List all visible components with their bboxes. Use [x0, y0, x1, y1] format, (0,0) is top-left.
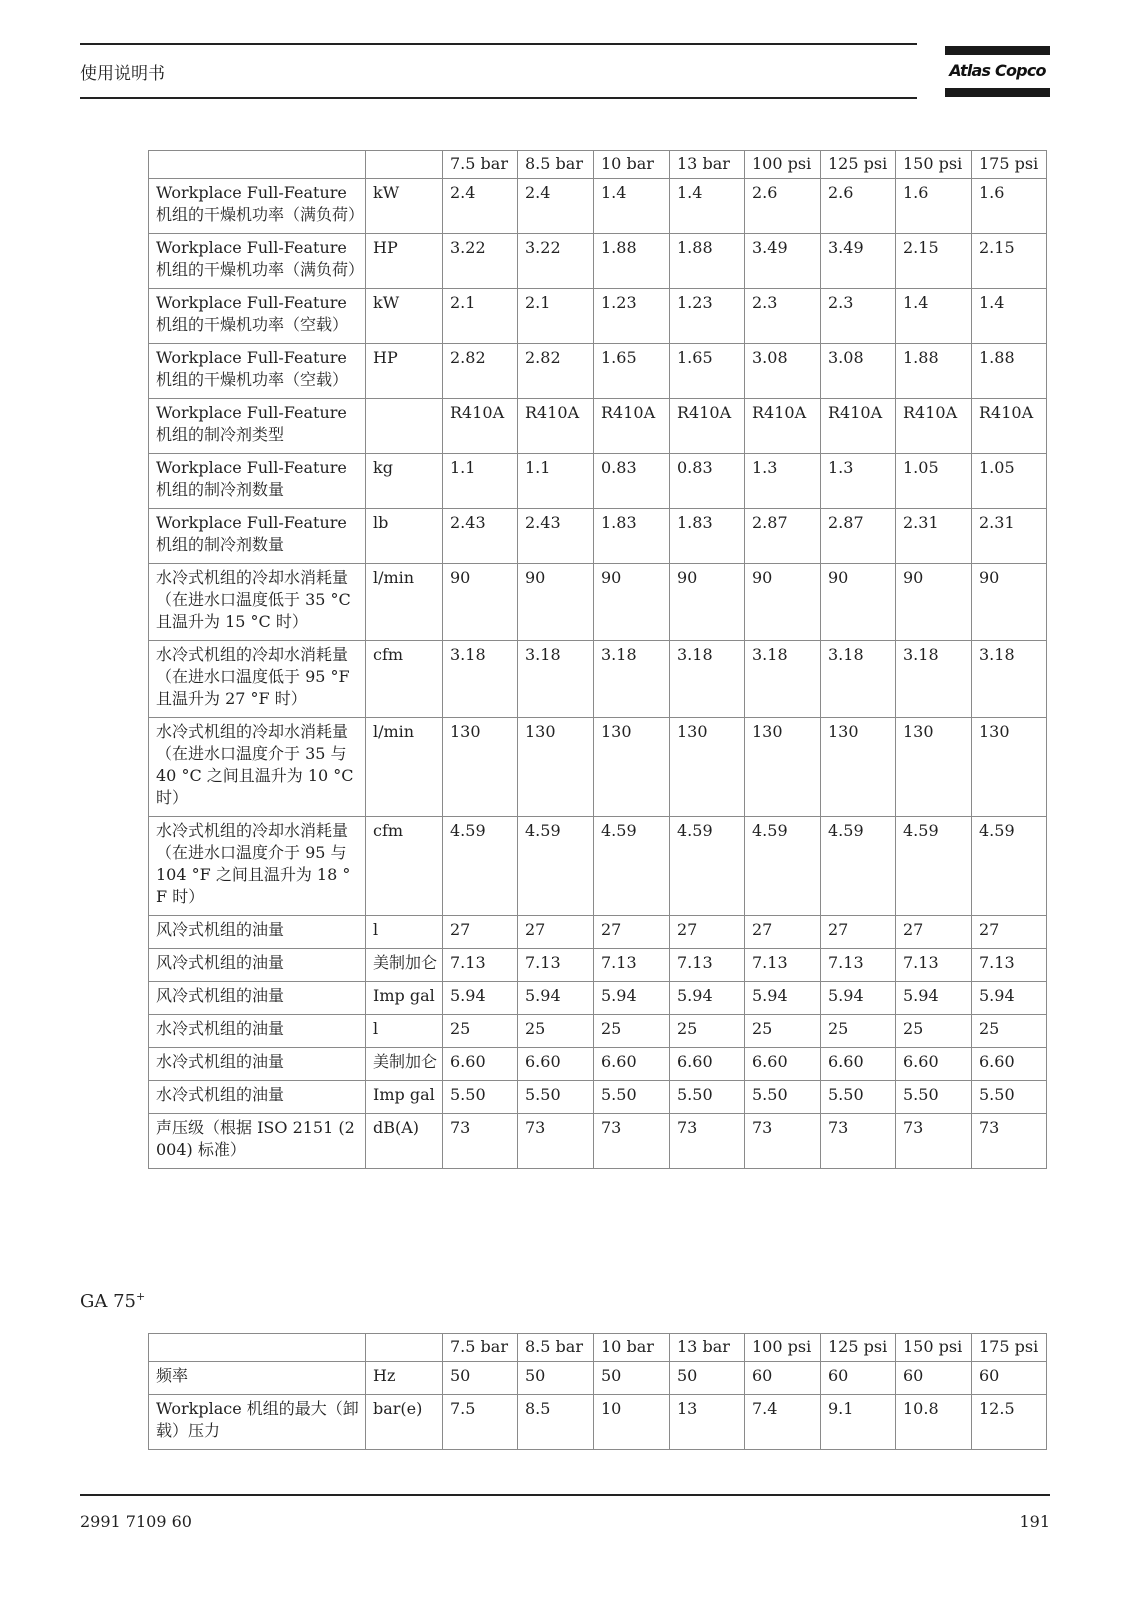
row-value: 10 — [594, 1395, 670, 1450]
header-label-cell — [149, 151, 366, 179]
column-header: 100 psi — [745, 1334, 821, 1362]
row-unit — [366, 399, 443, 454]
row-value: 130 — [670, 718, 745, 817]
row-value: 1.4 — [972, 289, 1047, 344]
row-value: 27 — [443, 916, 518, 949]
row-value: 1.83 — [594, 509, 670, 564]
row-value: 25 — [972, 1015, 1047, 1048]
table-row — [149, 916, 1047, 949]
row-value: 90 — [518, 564, 594, 641]
row-value: 12.5 — [972, 1395, 1047, 1450]
row-label: 水冷式机组的冷却水消耗量（在进水口温度介于 35 与 40 °C 之间且温升为 10 °C 时） — [149, 718, 366, 817]
row-value: 5.50 — [896, 1081, 972, 1114]
row-value: 1.4 — [670, 179, 745, 234]
row-unit: kW — [366, 289, 443, 344]
row-value: 3.18 — [594, 641, 670, 718]
row-value: 1.4 — [896, 289, 972, 344]
row-value: 3.18 — [821, 641, 896, 718]
row-value: R410A — [670, 399, 745, 454]
row-value: 25 — [896, 1015, 972, 1048]
row-value: 4.59 — [670, 817, 745, 916]
row-value: 90 — [896, 564, 972, 641]
row-value: 2.82 — [518, 344, 594, 399]
row-value: 1.6 — [896, 179, 972, 234]
row-value: 27 — [518, 916, 594, 949]
table-row — [149, 344, 1047, 399]
row-value: 5.94 — [594, 982, 670, 1015]
row-value: 27 — [594, 916, 670, 949]
row-value: 1.65 — [670, 344, 745, 399]
row-label: Workplace Full-Feature 机组的制冷剂数量 — [149, 509, 366, 564]
row-value: 27 — [670, 916, 745, 949]
row-value: 130 — [821, 718, 896, 817]
row-label: Workplace Full-Feature 机组的制冷剂类型 — [149, 399, 366, 454]
row-value: 2.43 — [518, 509, 594, 564]
spec-table-1 — [148, 150, 1047, 1169]
row-value: 1.88 — [896, 344, 972, 399]
footer-rule — [80, 1494, 1050, 1496]
row-value: 7.13 — [518, 949, 594, 982]
row-value: R410A — [594, 399, 670, 454]
row-value: 60 — [896, 1362, 972, 1395]
row-value: 73 — [518, 1114, 594, 1169]
row-value: 6.60 — [896, 1048, 972, 1081]
row-value: 6.60 — [670, 1048, 745, 1081]
column-header: 7.5 bar — [443, 1334, 518, 1362]
column-header: 13 bar — [670, 1334, 745, 1362]
row-value: 130 — [896, 718, 972, 817]
row-value: 6.60 — [518, 1048, 594, 1081]
row-value: R410A — [821, 399, 896, 454]
table-row — [149, 718, 1047, 817]
row-value: 73 — [443, 1114, 518, 1169]
table-row — [149, 179, 1047, 234]
row-value: 73 — [745, 1114, 821, 1169]
row-unit: bar(e) — [366, 1395, 443, 1450]
row-unit: Imp gal — [366, 1081, 443, 1114]
row-value: 1.3 — [821, 454, 896, 509]
column-header: 175 psi — [972, 151, 1047, 179]
row-value: 2.4 — [443, 179, 518, 234]
table-row — [149, 982, 1047, 1015]
row-value: 4.59 — [443, 817, 518, 916]
row-value: 1.4 — [594, 179, 670, 234]
table-row — [149, 1048, 1047, 1081]
row-unit: 美制加仑 — [366, 1048, 443, 1081]
column-header: 125 psi — [821, 151, 896, 179]
row-unit: 美制加仑 — [366, 949, 443, 982]
row-value: 6.60 — [443, 1048, 518, 1081]
column-header: 8.5 bar — [518, 1334, 594, 1362]
row-value: 130 — [518, 718, 594, 817]
row-value: 4.59 — [594, 817, 670, 916]
row-label: Workplace Full-Feature 机组的干燥机功率（空载） — [149, 344, 366, 399]
row-value: 25 — [821, 1015, 896, 1048]
row-value: 3.18 — [518, 641, 594, 718]
row-value: 6.60 — [745, 1048, 821, 1081]
row-value: 27 — [896, 916, 972, 949]
row-value: 73 — [972, 1114, 1047, 1169]
row-value: 5.94 — [443, 982, 518, 1015]
section-title — [80, 1290, 145, 1312]
table-row — [149, 289, 1047, 344]
table-row — [149, 399, 1047, 454]
row-value: 7.13 — [443, 949, 518, 982]
row-value: 9.1 — [821, 1395, 896, 1450]
row-value: 60 — [745, 1362, 821, 1395]
row-value: 2.6 — [821, 179, 896, 234]
row-value: 50 — [518, 1362, 594, 1395]
row-value: 90 — [972, 564, 1047, 641]
row-value: 1.23 — [594, 289, 670, 344]
row-value: 3.08 — [745, 344, 821, 399]
row-value: 6.60 — [594, 1048, 670, 1081]
row-label: 水冷式机组的冷却水消耗量（在进水口温度介于 95 与 104 °F 之间且温升为 18 °F 时） — [149, 817, 366, 916]
row-label: Workplace Full-Feature 机组的干燥机功率（空载） — [149, 289, 366, 344]
row-value: 4.59 — [896, 817, 972, 916]
header-unit-cell — [366, 151, 443, 179]
row-unit: Hz — [366, 1362, 443, 1395]
row-value: 1.88 — [594, 234, 670, 289]
row-value: 1.83 — [670, 509, 745, 564]
row-label: 水冷式机组的冷却水消耗量（在进水口温度低于 35 °C 且温升为 15 °C 时） — [149, 564, 366, 641]
table-row — [149, 1015, 1047, 1048]
row-value: 90 — [443, 564, 518, 641]
row-value: 5.50 — [972, 1081, 1047, 1114]
row-value: 2.31 — [896, 509, 972, 564]
row-label: Workplace Full-Feature 机组的干燥机功率（满负荷） — [149, 179, 366, 234]
row-label: 频率 — [149, 1362, 366, 1395]
row-value: 5.94 — [821, 982, 896, 1015]
section-title-sup: + — [136, 1290, 146, 1303]
row-label: Workplace 机组的最大（卸载）压力 — [149, 1395, 366, 1450]
row-value: 1.1 — [443, 454, 518, 509]
row-value: 60 — [821, 1362, 896, 1395]
row-unit: l/min — [366, 718, 443, 817]
row-value: 2.43 — [443, 509, 518, 564]
column-header: 175 psi — [972, 1334, 1047, 1362]
row-value: 5.94 — [896, 982, 972, 1015]
column-header: 125 psi — [821, 1334, 896, 1362]
row-value: 10.8 — [896, 1395, 972, 1450]
header-rule-top — [80, 43, 917, 45]
row-value: 5.50 — [821, 1081, 896, 1114]
logo-bar-top — [945, 46, 1050, 55]
row-value: 7.13 — [670, 949, 745, 982]
row-value: 5.50 — [594, 1081, 670, 1114]
row-label: 风冷式机组的油量 — [149, 982, 366, 1015]
logo-text: Atlas Copco — [949, 61, 1046, 80]
column-header: 10 bar — [594, 151, 670, 179]
row-label: Workplace Full-Feature 机组的制冷剂数量 — [149, 454, 366, 509]
row-value: 60 — [972, 1362, 1047, 1395]
table-row — [149, 1081, 1047, 1114]
row-value: 6.60 — [972, 1048, 1047, 1081]
row-value: 5.50 — [443, 1081, 518, 1114]
atlas-copco-logo — [945, 46, 1050, 100]
row-value: 7.13 — [896, 949, 972, 982]
row-value: 2.87 — [821, 509, 896, 564]
row-label: 水冷式机组的冷却水消耗量（在进水口温度低于 95 °F 且温升为 27 °F 时） — [149, 641, 366, 718]
row-label: 声压级（根据 ISO 2151 (2004) 标准） — [149, 1114, 366, 1169]
row-value: 1.88 — [972, 344, 1047, 399]
row-value: 73 — [670, 1114, 745, 1169]
row-value: 2.4 — [518, 179, 594, 234]
row-value: 3.18 — [896, 641, 972, 718]
column-header: 150 psi — [896, 151, 972, 179]
row-value: 3.18 — [443, 641, 518, 718]
row-value: 1.23 — [670, 289, 745, 344]
row-value: 2.6 — [745, 179, 821, 234]
row-value: 4.59 — [821, 817, 896, 916]
row-value: 7.13 — [821, 949, 896, 982]
row-label: 风冷式机组的油量 — [149, 949, 366, 982]
row-value: 25 — [670, 1015, 745, 1048]
column-header: 150 psi — [896, 1334, 972, 1362]
row-value: 1.3 — [745, 454, 821, 509]
row-value: 5.50 — [745, 1081, 821, 1114]
row-value: 1.6 — [972, 179, 1047, 234]
row-value: 2.1 — [443, 289, 518, 344]
column-header: 100 psi — [745, 151, 821, 179]
row-unit: cfm — [366, 641, 443, 718]
page-number: 191 — [1019, 1512, 1050, 1531]
table-row — [149, 1114, 1047, 1169]
row-value: 7.13 — [594, 949, 670, 982]
row-value: 130 — [443, 718, 518, 817]
row-value: 3.49 — [821, 234, 896, 289]
row-value: 3.18 — [745, 641, 821, 718]
row-value: 6.60 — [821, 1048, 896, 1081]
row-value: R410A — [745, 399, 821, 454]
column-header: 13 bar — [670, 151, 745, 179]
row-value: 5.94 — [518, 982, 594, 1015]
row-unit: l — [366, 1015, 443, 1048]
table-row — [149, 509, 1047, 564]
row-unit: cfm — [366, 817, 443, 916]
row-value: 5.50 — [670, 1081, 745, 1114]
table-row — [149, 817, 1047, 916]
column-header: 7.5 bar — [443, 151, 518, 179]
table-row — [149, 454, 1047, 509]
row-value: R410A — [972, 399, 1047, 454]
table-row — [149, 641, 1047, 718]
row-value: 50 — [443, 1362, 518, 1395]
row-value: 7.13 — [972, 949, 1047, 982]
row-unit: kW — [366, 179, 443, 234]
row-value: 1.05 — [896, 454, 972, 509]
row-value: 13 — [670, 1395, 745, 1450]
row-unit: kg — [366, 454, 443, 509]
row-value: 2.3 — [821, 289, 896, 344]
row-value: 27 — [821, 916, 896, 949]
table-header-row — [149, 1334, 1047, 1362]
row-value: 73 — [821, 1114, 896, 1169]
row-label: 水冷式机组的油量 — [149, 1048, 366, 1081]
header-unit-cell — [366, 1334, 443, 1362]
row-value: 73 — [896, 1114, 972, 1169]
row-value: 25 — [443, 1015, 518, 1048]
table-row — [149, 564, 1047, 641]
row-value: 27 — [745, 916, 821, 949]
row-value: 7.13 — [745, 949, 821, 982]
row-label: Workplace Full-Feature 机组的干燥机功率（满负荷） — [149, 234, 366, 289]
row-value: 90 — [821, 564, 896, 641]
row-value: 3.49 — [745, 234, 821, 289]
row-value: 7.5 — [443, 1395, 518, 1450]
row-value: 25 — [745, 1015, 821, 1048]
column-header: 8.5 bar — [518, 151, 594, 179]
row-value: 4.59 — [518, 817, 594, 916]
row-value: 90 — [670, 564, 745, 641]
row-value: 8.5 — [518, 1395, 594, 1450]
row-value: 2.15 — [896, 234, 972, 289]
table-row — [149, 949, 1047, 982]
row-value: 27 — [972, 916, 1047, 949]
row-value: 90 — [594, 564, 670, 641]
row-value: 0.83 — [670, 454, 745, 509]
row-label: 水冷式机组的油量 — [149, 1015, 366, 1048]
document-number: 2991 7109 60 — [80, 1512, 192, 1531]
row-value: 2.15 — [972, 234, 1047, 289]
row-value: 130 — [972, 718, 1047, 817]
row-unit: Imp gal — [366, 982, 443, 1015]
row-value: 50 — [670, 1362, 745, 1395]
header-rule-bottom — [80, 97, 917, 99]
header-label-cell — [149, 1334, 366, 1362]
logo-bar-bottom — [945, 88, 1050, 97]
document-title: 使用说明书 — [80, 64, 165, 84]
spec-table-2 — [148, 1333, 1047, 1450]
row-value: R410A — [518, 399, 594, 454]
row-value: R410A — [896, 399, 972, 454]
row-value: 5.94 — [745, 982, 821, 1015]
row-value: 130 — [594, 718, 670, 817]
row-value: 1.88 — [670, 234, 745, 289]
row-value: 2.3 — [745, 289, 821, 344]
row-value: 3.22 — [518, 234, 594, 289]
row-unit: HP — [366, 234, 443, 289]
row-value: 1.05 — [972, 454, 1047, 509]
row-value: 130 — [745, 718, 821, 817]
row-value: 4.59 — [972, 817, 1047, 916]
row-value: 90 — [745, 564, 821, 641]
row-value: R410A — [443, 399, 518, 454]
row-value: 2.1 — [518, 289, 594, 344]
row-value: 2.87 — [745, 509, 821, 564]
row-value: 25 — [518, 1015, 594, 1048]
section-title-text: GA 75 — [80, 1291, 137, 1312]
row-value: 4.59 — [745, 817, 821, 916]
row-value: 2.31 — [972, 509, 1047, 564]
row-label: 风冷式机组的油量 — [149, 916, 366, 949]
row-value: 73 — [594, 1114, 670, 1169]
table-row — [149, 1395, 1047, 1450]
row-value: 3.22 — [443, 234, 518, 289]
row-label: 水冷式机组的油量 — [149, 1081, 366, 1114]
row-unit: l/min — [366, 564, 443, 641]
row-value: 1.65 — [594, 344, 670, 399]
row-value: 5.94 — [670, 982, 745, 1015]
row-value: 2.82 — [443, 344, 518, 399]
table-row — [149, 1362, 1047, 1395]
row-value: 1.1 — [518, 454, 594, 509]
row-value: 0.83 — [594, 454, 670, 509]
table-row — [149, 234, 1047, 289]
row-value: 5.50 — [518, 1081, 594, 1114]
table-header-row — [149, 151, 1047, 179]
row-unit: dB(A) — [366, 1114, 443, 1169]
row-value: 3.08 — [821, 344, 896, 399]
row-value: 3.18 — [972, 641, 1047, 718]
row-unit: lb — [366, 509, 443, 564]
row-value: 50 — [594, 1362, 670, 1395]
row-value: 5.94 — [972, 982, 1047, 1015]
column-header: 10 bar — [594, 1334, 670, 1362]
row-unit: HP — [366, 344, 443, 399]
row-value: 3.18 — [670, 641, 745, 718]
row-unit: l — [366, 916, 443, 949]
row-value: 25 — [594, 1015, 670, 1048]
row-value: 7.4 — [745, 1395, 821, 1450]
